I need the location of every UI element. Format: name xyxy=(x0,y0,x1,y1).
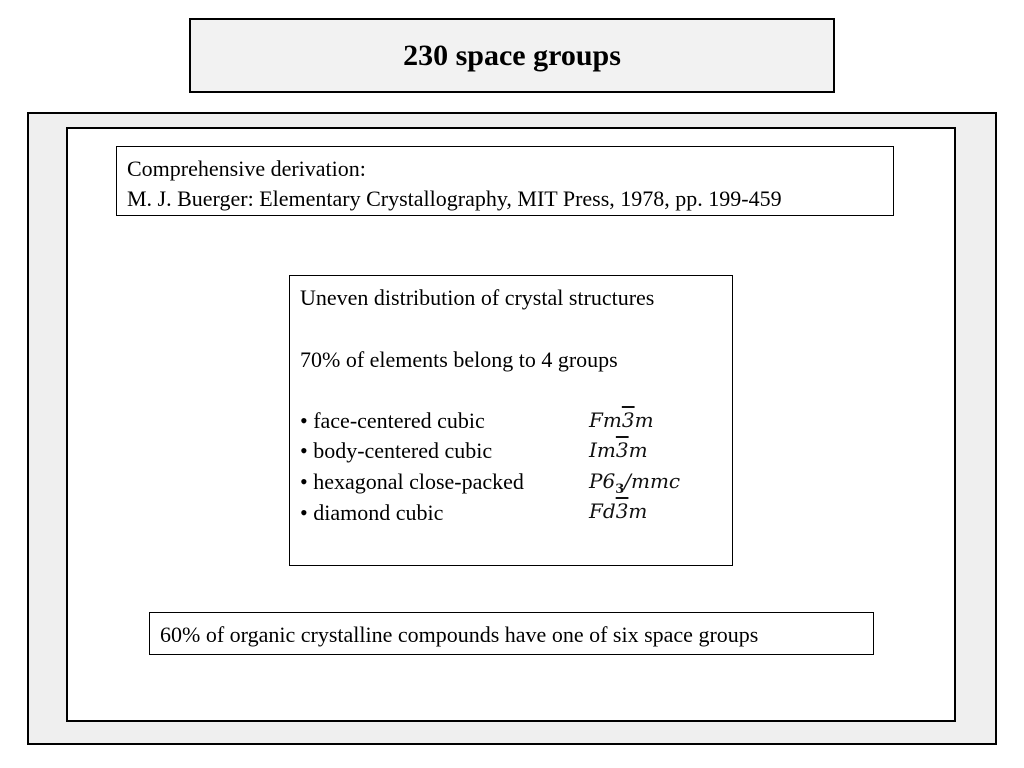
organic-compounds-box xyxy=(149,612,874,655)
symbol-fcc-bar: 3 xyxy=(621,408,635,432)
reference-box xyxy=(116,146,894,216)
symbol-diamond-bar: 3 xyxy=(615,499,629,523)
symbol-hcp-post: /mmc xyxy=(624,469,681,493)
list-item-fcc: • face-centered cubic xyxy=(300,408,485,433)
symbol-hcp-sub: 3 xyxy=(615,482,625,497)
title-box xyxy=(189,18,835,93)
distribution-heading: Uneven distribution of crystal structures xyxy=(300,285,655,310)
symbol-hcp xyxy=(589,469,680,497)
organic-compounds-text: 60% of organic crystalline compounds have one of six space groups xyxy=(160,622,759,647)
reference-line-2: M. J. Buerger: Elementary Crystallography, MIT Press, 1978, pp. 199-459 xyxy=(127,186,782,211)
symbol-hcp-pre: P6 xyxy=(589,469,616,493)
symbol-fcc-pre: Fm xyxy=(589,408,622,432)
symbol-bcc xyxy=(589,438,648,462)
symbol-bcc-post: m xyxy=(628,438,648,462)
symbol-diamond-post: m xyxy=(628,499,648,523)
list-item-diamond: • diamond cubic xyxy=(300,500,444,525)
list-item-bcc: • body-centered cubic xyxy=(300,438,493,463)
reference-line-1: Comprehensive derivation: xyxy=(127,156,366,181)
list-item-hcp: • hexagonal close-packed xyxy=(300,469,524,494)
symbol-bcc-pre: Im xyxy=(589,438,616,462)
distribution-stat: 70% of elements belong to 4 groups xyxy=(300,347,618,372)
distribution-box xyxy=(289,275,733,566)
slide-title: 230 space groups xyxy=(403,38,621,72)
symbol-bcc-bar: 3 xyxy=(615,438,629,462)
symbol-diamond xyxy=(589,499,647,523)
symbol-fcc-post: m xyxy=(634,408,654,432)
symbol-diamond-pre: Fd xyxy=(589,499,616,523)
symbol-fcc xyxy=(589,408,654,432)
